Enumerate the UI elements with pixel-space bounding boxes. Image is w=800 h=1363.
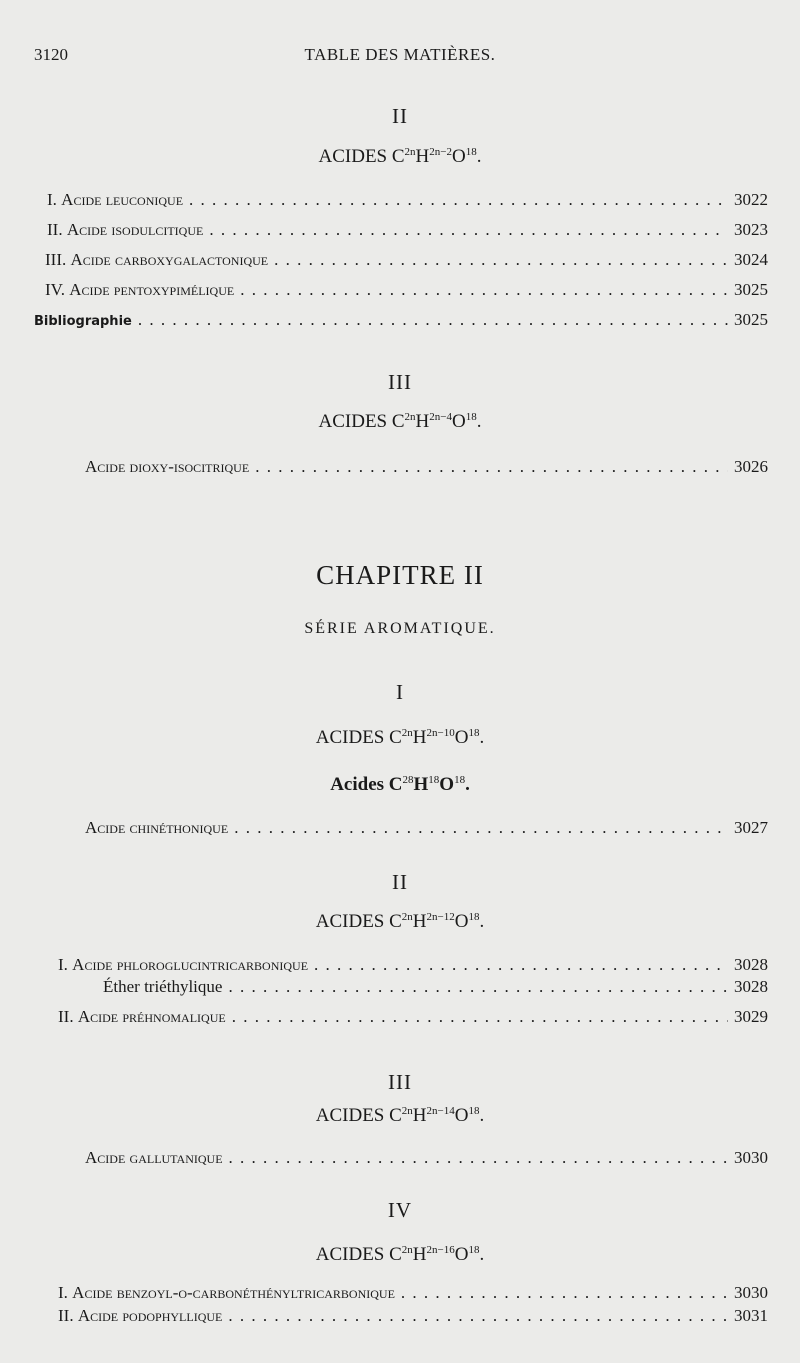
leader-dots — [209, 220, 728, 240]
entry-title: cide podophyllique — [90, 1306, 223, 1325]
section-formula: ACIDES $C^{2n}H^{2n-16}O^{18}$. — [315, 1244, 485, 1265]
toc-entry[interactable]: I. A cide benzoyl-o-carbonéthényltricarbonique . . . 3030 — [58, 1283, 768, 1303]
section-formula: ACIDES $C^{2n}H^{2n-12}O^{18}$. — [315, 911, 485, 932]
toc-entry[interactable]: A cide dioxy-isocitrique . . . 3026 — [85, 457, 768, 477]
entry-page: 3025 — [734, 280, 768, 299]
section-roman: II — [392, 104, 408, 128]
toc-entry[interactable]: II. A cide préhnomalique . . . 3029 — [58, 1007, 768, 1027]
entry-number: II. — [47, 220, 63, 239]
running-title: TABLE DES MATIÈRES. — [304, 45, 496, 64]
entry-title: Bibliographie — [34, 314, 132, 329]
section-roman: I — [396, 680, 404, 704]
entry-page: 3030 — [734, 1148, 768, 1167]
entry-title: cide gallutanique — [97, 1148, 223, 1167]
leader-dots — [401, 1283, 728, 1303]
toc-entry[interactable]: III. A cide carboxygalactonique . . . 3024 — [45, 250, 768, 270]
leader-dots — [228, 1306, 728, 1326]
entry-page: 3031 — [734, 1306, 768, 1325]
entry-page: 3023 — [734, 220, 768, 239]
entry-page: 3022 — [734, 190, 768, 209]
toc-entry[interactable]: II. A cide isodulcitique . . . 3023 — [47, 220, 768, 240]
entry-title: cide phloroglucintricarbonique — [84, 955, 309, 974]
toc-entry[interactable]: I. A cide phloroglucintricarbonique . . . 3028 — [58, 955, 768, 975]
entry-number: I. — [47, 190, 57, 209]
entry-page: 3028 — [734, 955, 768, 974]
chapter-subtitle: SÉRIE AROMATIQUE. — [304, 620, 496, 637]
leader-dots — [255, 457, 728, 477]
entry-title: cide leuconique — [73, 190, 184, 209]
entry-page: 3027 — [734, 818, 768, 837]
entry-title: cide isodulcitique — [79, 220, 204, 239]
section-roman: IV — [387, 1198, 413, 1222]
entry-number: II. — [58, 1306, 74, 1325]
leader-dots — [229, 1148, 728, 1168]
toc-entry[interactable]: I. A cide leuconique . . . 3022 — [47, 190, 768, 210]
leader-dots — [234, 818, 728, 838]
leader-dots — [228, 977, 728, 997]
toc-entry[interactable]: A cide chinéthonique . . . 3027 — [85, 818, 768, 838]
section-formula: ACIDES $C^{2n}H^{2n-14}O^{18}$. — [315, 1105, 485, 1126]
entry-number: III. — [45, 250, 67, 269]
entry-page: 3024 — [734, 250, 768, 269]
section-roman: III — [388, 1070, 412, 1094]
leader-dots — [232, 1007, 728, 1027]
section-formula: ACIDES $C^{2n}H^{2n-10}O^{18}$. — [315, 727, 485, 748]
entry-title: cide carboxygalactonique — [82, 250, 269, 269]
entry-page: 3026 — [734, 457, 768, 476]
entry-title: Éther triéthylique — [103, 977, 223, 996]
toc-entry[interactable]: A cide gallutanique . . . 3030 — [85, 1148, 768, 1168]
toc-entry[interactable]: II. A cide podophyllique . . . 3031 — [58, 1306, 768, 1326]
entry-title: cide benzoyl-o-carbonéthényltricarbonique — [84, 1283, 395, 1302]
subsection-formula: Acides $C^{28}H^{18}O^{18}$. — [330, 774, 470, 795]
entry-number: IV. — [45, 280, 65, 299]
entry-number: II. — [58, 1007, 74, 1026]
entry-title: cide chinéthonique — [97, 818, 229, 837]
entry-page: 3029 — [734, 1007, 768, 1026]
entry-page: 3028 — [734, 977, 768, 996]
leader-dots — [314, 955, 728, 975]
section-roman: III — [388, 370, 412, 394]
entry-title: cide préhnomalique — [90, 1007, 226, 1026]
entry-number: I. — [58, 955, 68, 974]
section-formula: ACIDES $C^{2n}H^{2n-2}O^{18}$. — [318, 146, 482, 167]
entry-number: I. — [58, 1283, 68, 1302]
entry-page: 3025 — [734, 310, 768, 329]
toc-entry[interactable] — [103, 977, 768, 997]
chapter-title: CHAPITRE II — [316, 560, 484, 590]
toc-entry[interactable]: IV. A cide pentoxypimélique . . . 3025 — [45, 280, 768, 300]
entry-title: cide dioxy-isocitrique — [97, 457, 250, 476]
section-formula: ACIDES $C^{2n}H^{2n-4}O^{18}$. — [318, 411, 482, 432]
leader-dots — [189, 190, 728, 210]
leader-dots — [138, 310, 728, 330]
entry-page: 3030 — [734, 1283, 768, 1302]
entry-title: cide pentoxypimélique — [81, 280, 235, 299]
section-roman: II — [392, 870, 408, 894]
leader-dots — [274, 250, 728, 270]
toc-entry-bibliography[interactable] — [34, 310, 768, 330]
page-number: 3120 — [34, 45, 68, 64]
leader-dots — [240, 280, 728, 300]
